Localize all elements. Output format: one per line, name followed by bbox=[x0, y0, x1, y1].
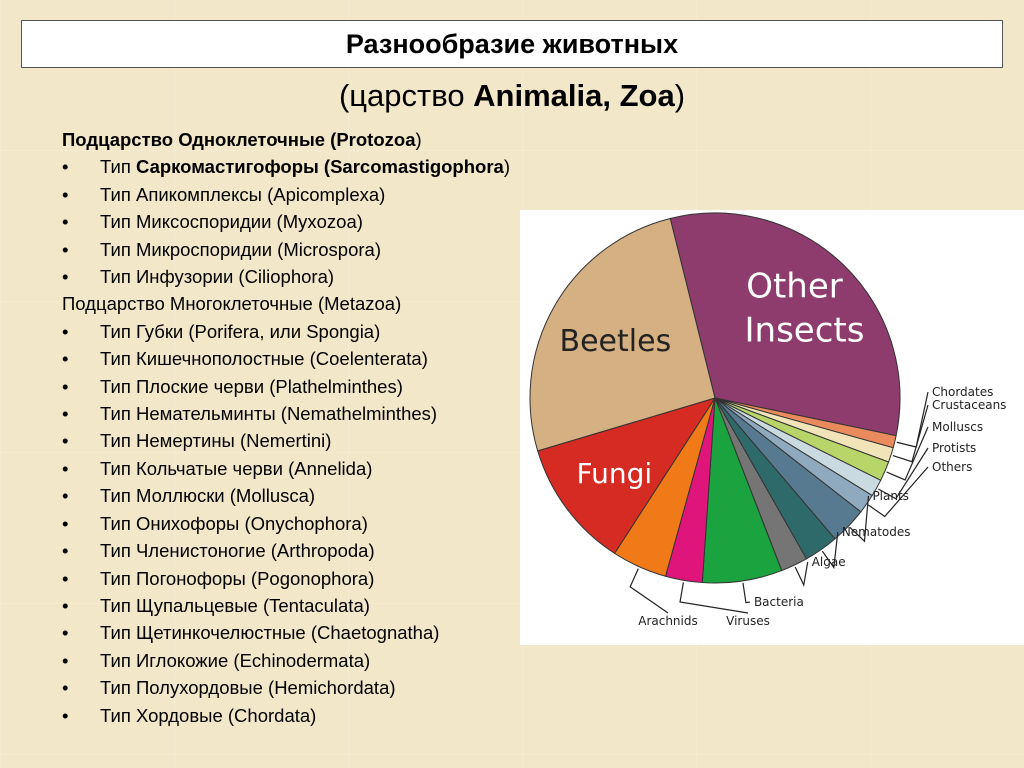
list-text: Тип Миксоспоридии (Myxozoa) bbox=[100, 211, 363, 233]
phylum-item bbox=[62, 181, 510, 208]
phylum-item bbox=[62, 482, 510, 509]
phylum-item bbox=[62, 208, 510, 235]
subkingdom-header bbox=[62, 290, 510, 317]
phylum-item bbox=[62, 345, 510, 372]
phylum-item bbox=[62, 510, 510, 537]
callout-label: Crustaceans bbox=[932, 398, 1007, 412]
bullet-icon: • bbox=[62, 211, 69, 233]
phylum-item bbox=[62, 153, 510, 180]
phylum-item bbox=[62, 373, 510, 400]
bullet-icon: • bbox=[62, 430, 69, 452]
callout-label: Plants bbox=[872, 489, 909, 503]
list-text: Тип Немертины (Nemertini) bbox=[100, 430, 332, 452]
subtitle-suffix: ) bbox=[674, 78, 686, 113]
slide-title-box bbox=[21, 20, 1003, 68]
callout-label: Arachnids bbox=[638, 614, 698, 628]
list-text: Тип Членистоногие (Arthropoda) bbox=[100, 540, 375, 562]
phylum-item bbox=[62, 236, 510, 263]
callout-label: Protists bbox=[932, 441, 977, 455]
phylum-item bbox=[62, 400, 510, 427]
list-text: Тип Немательминты (Nemathelminthes) bbox=[100, 403, 438, 425]
bullet-icon: • bbox=[62, 677, 69, 699]
list-text: Тип Щетинкочелюстные (Chaetognatha) bbox=[100, 622, 440, 644]
subtitle-prefix: (царство bbox=[338, 78, 474, 113]
list-text: Тип Хордовые (Chordata) bbox=[100, 704, 317, 726]
bullet-icon: • bbox=[62, 485, 69, 507]
list-text: Тип Кишечнополостные (Coelenterata) bbox=[100, 348, 428, 370]
callout-label: Others bbox=[932, 460, 973, 474]
list-text: ) bbox=[503, 156, 510, 178]
phylum-item bbox=[62, 455, 510, 482]
list-text: Тип Апикомплексы (Apicomplexa) bbox=[100, 183, 386, 205]
bullet-icon: • bbox=[62, 622, 69, 644]
callout-line bbox=[680, 582, 748, 613]
callout-line bbox=[795, 562, 808, 585]
list-text: Саркомастигофоры (Sarcomastigophora bbox=[135, 156, 504, 178]
list-text: Тип Губки (Porifera, или Spongia) bbox=[100, 320, 381, 342]
bullet-icon: • bbox=[62, 567, 69, 589]
list-text: Тип Щупальцевые (Tentaculata) bbox=[100, 594, 370, 616]
list-text: Подцарство Многоклеточные (Metazoa) bbox=[62, 293, 402, 315]
list-text: Тип Погонофоры (Pogonophora) bbox=[100, 567, 375, 589]
pie-label: Beetles bbox=[559, 324, 672, 360]
bullet-icon: • bbox=[62, 403, 69, 425]
callout-label: Chordates bbox=[932, 385, 994, 399]
callout-label: Nematodes bbox=[841, 525, 911, 539]
callout-label: Bacteria bbox=[753, 595, 804, 609]
pie-label: Fungi bbox=[576, 456, 653, 490]
pie-label: Other Insects bbox=[744, 266, 865, 351]
phylum-item bbox=[62, 702, 510, 729]
bullet-icon: • bbox=[62, 183, 69, 205]
slide-subtitle bbox=[0, 78, 1024, 114]
bullet-icon: • bbox=[62, 649, 69, 671]
bullet-icon: • bbox=[62, 457, 69, 479]
phylum-item bbox=[62, 537, 510, 564]
list-text: Тип Иглокожие (Echinodermata) bbox=[100, 649, 371, 671]
list-text: Тип Плоские черви (Plathelminthes) bbox=[100, 375, 403, 397]
list-text: Тип Полухордовые (Hemichordata) bbox=[100, 677, 396, 699]
phylum-item bbox=[62, 427, 510, 454]
bullet-icon: • bbox=[62, 512, 69, 534]
phylum-item bbox=[62, 592, 510, 619]
list-text: Тип Инфузории (Ciliophora) bbox=[100, 266, 335, 288]
taxa-list bbox=[62, 126, 510, 729]
callout-line bbox=[743, 583, 750, 603]
bullet-icon: • bbox=[62, 156, 69, 178]
pie-svg bbox=[520, 210, 1024, 645]
callout-label: Molluscs bbox=[932, 420, 984, 434]
phylum-item bbox=[62, 619, 510, 646]
callout-label: Algae bbox=[811, 555, 846, 569]
list-text: Тип bbox=[100, 156, 136, 178]
list-text: Тип Микроспоридии (Microspora) bbox=[100, 238, 381, 260]
bullet-icon: • bbox=[62, 238, 69, 260]
bullet-icon: • bbox=[62, 266, 69, 288]
phylum-item bbox=[62, 674, 510, 701]
species-pie-chart bbox=[520, 210, 1024, 645]
subkingdom-header bbox=[62, 126, 510, 153]
list-text: Подцарство Одноклеточные (Protozoa bbox=[62, 129, 416, 150]
subtitle-bold: Animalia, Zoa bbox=[473, 78, 675, 113]
bullet-icon: • bbox=[62, 375, 69, 397]
list-text: ) bbox=[415, 129, 422, 150]
list-text: Тип Онихофоры (Onychophora) bbox=[100, 512, 368, 534]
phylum-item bbox=[62, 263, 510, 290]
bullet-icon: • bbox=[62, 348, 69, 370]
slide-title: Разнообразие животных bbox=[345, 28, 679, 59]
bullet-icon: • bbox=[62, 594, 69, 616]
bullet-icon: • bbox=[62, 320, 69, 342]
list-text: Тип Кольчатые черви (Annelida) bbox=[100, 457, 373, 479]
bullet-icon: • bbox=[62, 704, 69, 726]
phylum-item bbox=[62, 647, 510, 674]
callout-label: Viruses bbox=[726, 614, 770, 628]
bullet-icon: • bbox=[62, 540, 69, 562]
phylum-item bbox=[62, 565, 510, 592]
phylum-item bbox=[62, 318, 510, 345]
list-text: Тип Моллюски (Mollusca) bbox=[100, 485, 316, 507]
